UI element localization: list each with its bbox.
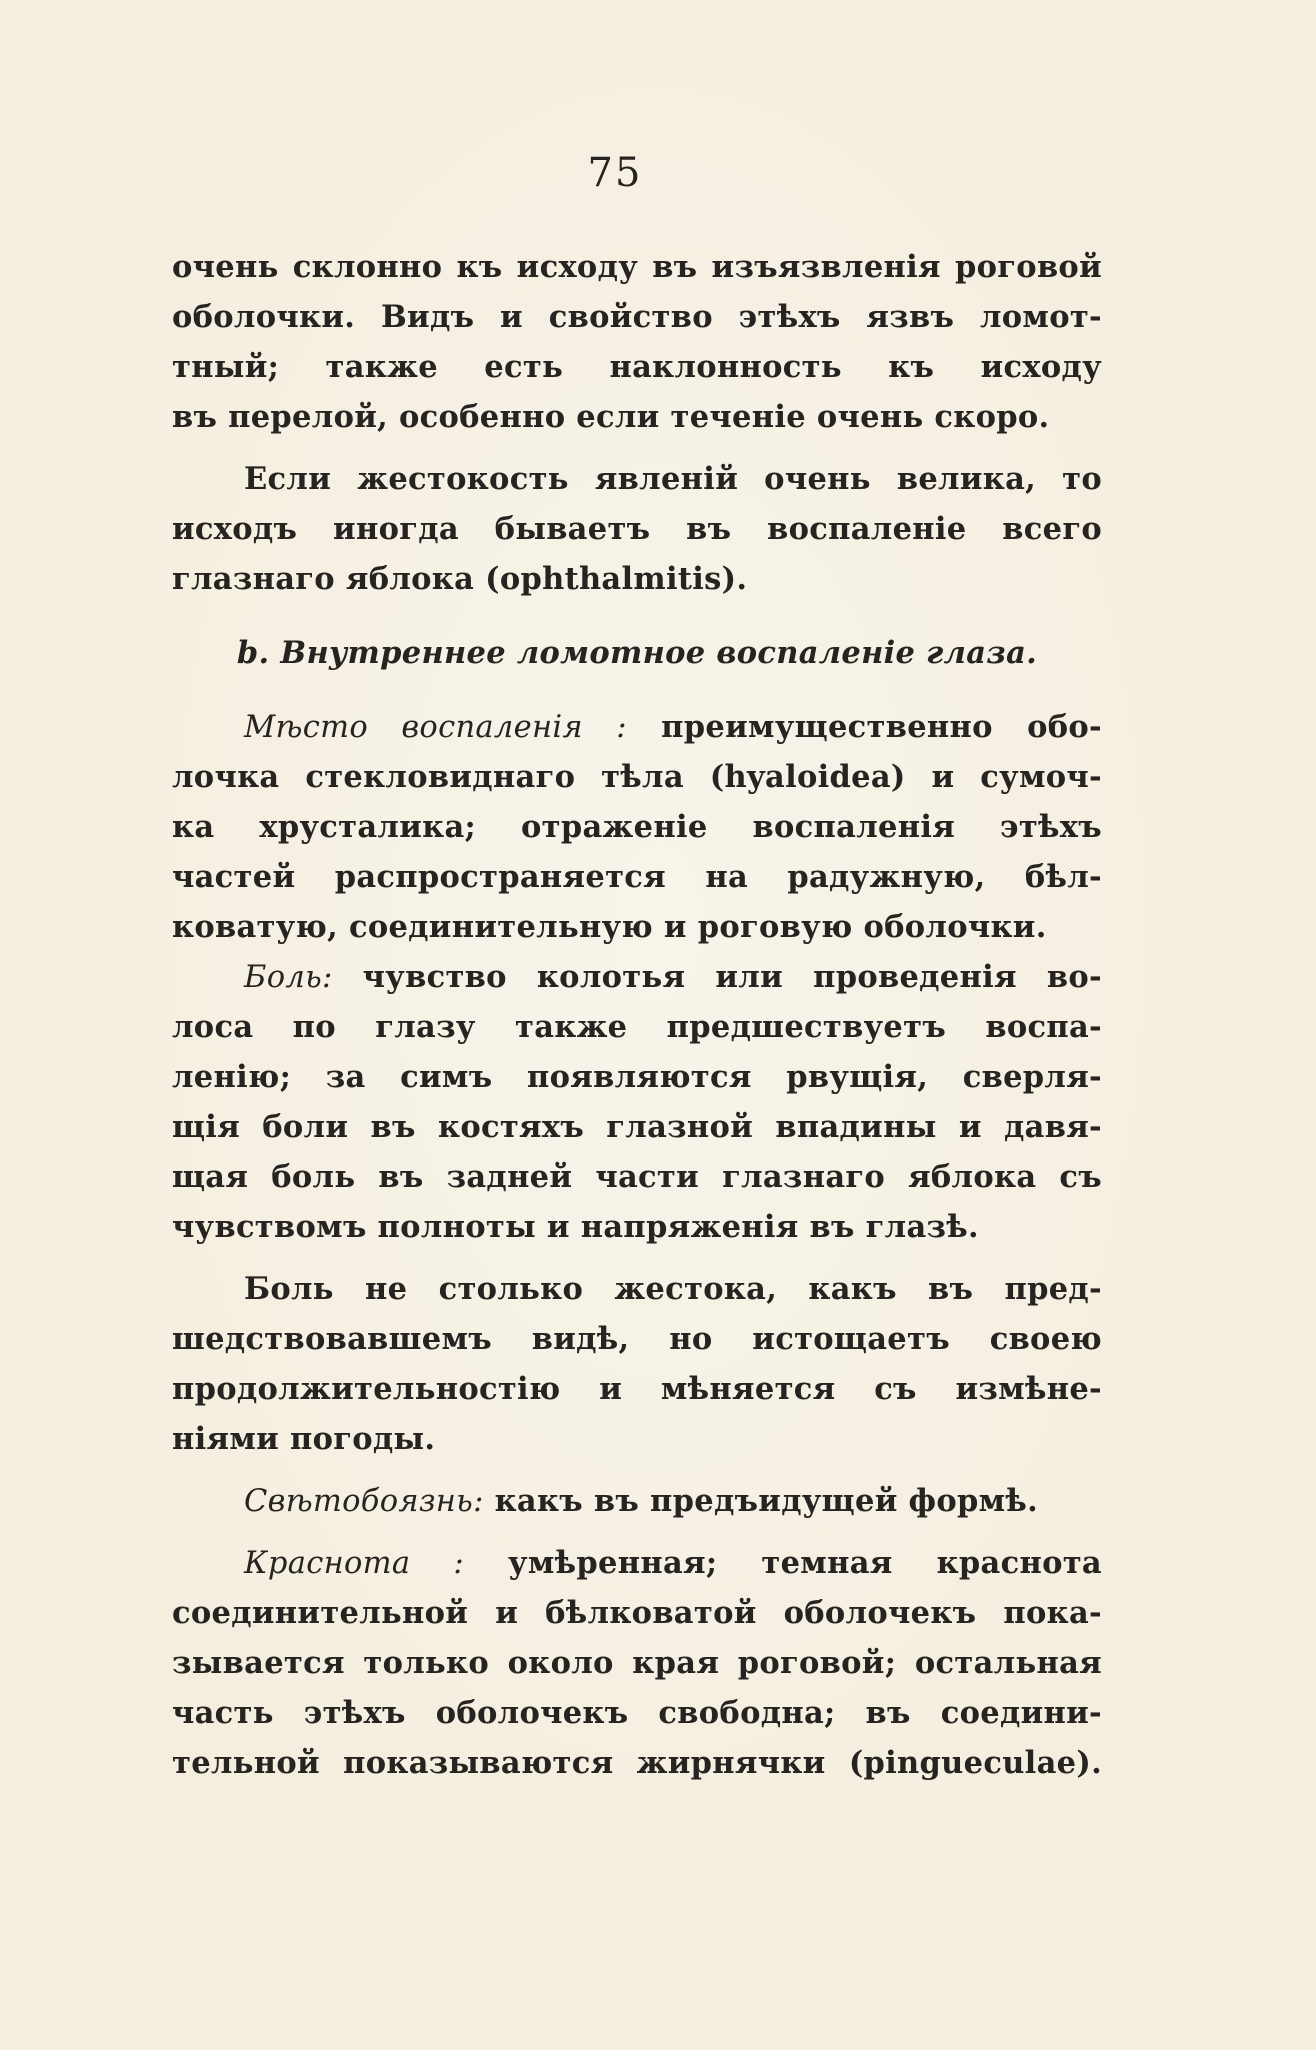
section-label: Краснота :	[244, 1546, 464, 1581]
text-line: Если жестокость явленій очень велика, то	[244, 461, 1102, 497]
text-line	[172, 1476, 1102, 1526]
text-line: ленію; за симъ появляются рвущія, сверля-	[172, 1059, 1102, 1095]
text-line	[172, 952, 1102, 1002]
text-line: тный; также есть наклонность къ исходу	[172, 349, 1102, 385]
text-line: зывается только около края роговой; остальная	[172, 1645, 1102, 1681]
text-line	[172, 702, 1102, 752]
section-first-line: умѣренная; темная краснота	[508, 1545, 1102, 1581]
text-line: соединительной и бѣлковатой оболочекъ пока-	[172, 1595, 1102, 1631]
text-line: чувствомъ полноты и напряженія въ глазѣ.	[172, 1209, 979, 1245]
text-line: щая боль въ задней части глазнаго яблока съ	[172, 1159, 1102, 1195]
text-line: продолжительностію и мѣняется съ измѣне-	[172, 1371, 1102, 1407]
text-line: исходъ иногда бываетъ въ воспаленіе всего	[172, 511, 1102, 547]
text-line: частей распространяется на радужную, бѣл-	[172, 859, 1102, 895]
text-line	[172, 1538, 1102, 1588]
text-line: щія боли въ костяхъ глазной впадины и давя-	[172, 1109, 1102, 1145]
text-line: коватую, соединительную и роговую оболочки.	[172, 909, 1047, 945]
text-line: глазнаго яблока (ophthalmitis).	[172, 561, 748, 597]
text-line: тельной показываются жирнячки (pinguеculae).	[172, 1745, 1102, 1781]
text-line: очень склонно къ исходу въ изъязвленія роговой	[172, 249, 1102, 285]
page-text	[172, 242, 1102, 1788]
text-line: Боль не столько жестока, какъ въ пред-	[244, 1271, 1102, 1307]
text-line: ка хрусталика; отраженіе воспаленія этѣхъ	[172, 809, 1102, 845]
text-line: въ перелой, особенно если теченіе очень скоро.	[172, 399, 1050, 435]
page-number: 75	[587, 150, 643, 196]
text-line: ніями погоды.	[172, 1421, 436, 1457]
text-line: оболочки. Видъ и свойство этѣхъ язвъ ломот-	[172, 299, 1102, 335]
section-first-line: преимущественно обо-	[661, 709, 1102, 745]
text-line: шедствовавшемъ видѣ, но истощаетъ своею	[172, 1321, 1102, 1357]
section-first-line: чувство колотья или проведенія во-	[362, 959, 1102, 995]
text-line: часть этѣхъ оболочекъ свободна; въ соедини-	[172, 1695, 1102, 1731]
section-label: Свѣтобоязнь:	[244, 1484, 484, 1519]
section-heading: b. Внутреннее ломотное воспаленіе глаза.	[236, 635, 1038, 671]
section-label: Боль:	[244, 960, 333, 995]
section-first-line: какъ въ предъидущей формѣ.	[494, 1483, 1039, 1519]
text-line: лочка стекловиднаго тѣла (hyaloidea) и сумоч-	[172, 759, 1102, 795]
section-label: Мѣсто воспаленія :	[244, 710, 627, 745]
text-line: лоса по глазу также предшествуетъ воспа-	[172, 1009, 1102, 1045]
